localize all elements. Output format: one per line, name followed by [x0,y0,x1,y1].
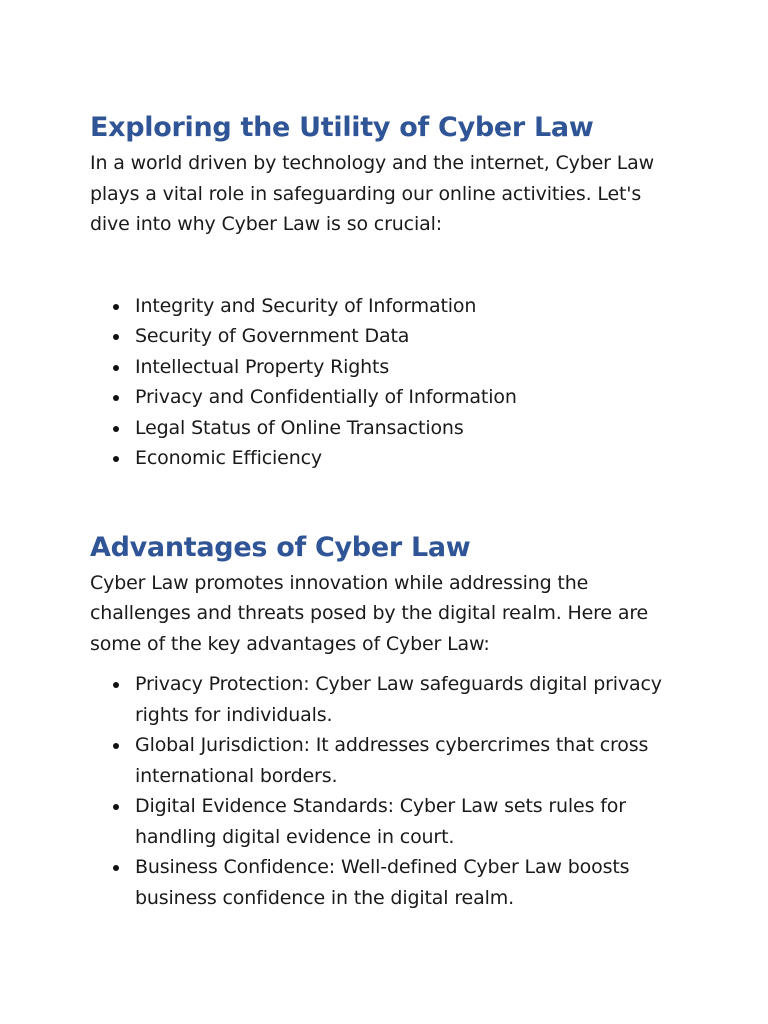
list-item-text: Business Confidence: Well-defined Cyber Law boosts business confidence in the digital realm. [135,856,630,909]
bullet-icon [113,682,119,688]
section-heading-utility: Exploring the Utility of Cyber Law [90,112,594,143]
list-item [90,443,680,474]
intro-paragraph-utility: In a world driven by technology and the internet, Cyber Law plays a vital role in safeguarding our online activities. Let's dive into why Cyber Law is so crucial: [90,152,655,235]
intro-paragraph-advantages: Cyber Law promotes innovation while addressing the challenges and threats posed by the digital realm. Here are some of the key advantages of Cyber Law: [90,571,649,655]
list-item [90,382,680,413]
list-item-text: Intellectual Property Rights [135,355,390,378]
list-item [90,669,680,730]
bullet-list-utility [90,291,680,474]
bullet-icon [113,395,119,401]
bullet-icon [113,456,119,462]
list-item-text: Privacy and Confidentially of Information [135,386,517,408]
list-item [90,352,680,383]
bullet-icon [113,743,119,749]
section-utility [90,108,680,474]
list-item [90,413,680,444]
bullet-icon [113,365,119,371]
bullet-icon [113,334,119,340]
section-heading-advantages: Advantages of Cyber Law [90,531,471,563]
bullet-icon [113,304,119,310]
list-item-text: Privacy Protection: Cyber Law safeguards digital privacy rights for individuals. [135,673,662,726]
list-item [90,321,680,352]
list-item [90,730,680,791]
bullet-icon [113,865,119,871]
list-item-text: Integrity and Security of Information [135,294,477,317]
list-item-text: Security of Government Data [135,325,410,347]
list-item-text: Global Jurisdiction: It addresses cybercrimes that cross international borders. [135,734,649,787]
list-item-text: Legal Status of Online Transactions [135,416,464,439]
bullet-icon [113,426,119,432]
list-item-text: Digital Evidence Standards: Cyber Law sets rules for handling digital evidence in court. [135,795,626,848]
list-item [90,291,680,322]
bullet-icon [113,804,119,810]
document-page [90,108,680,913]
section-advantages [90,528,680,914]
list-item [90,791,680,852]
bullet-list-advantages [90,669,680,913]
list-item-text: Economic Efficiency [135,447,322,469]
list-item [90,852,680,913]
